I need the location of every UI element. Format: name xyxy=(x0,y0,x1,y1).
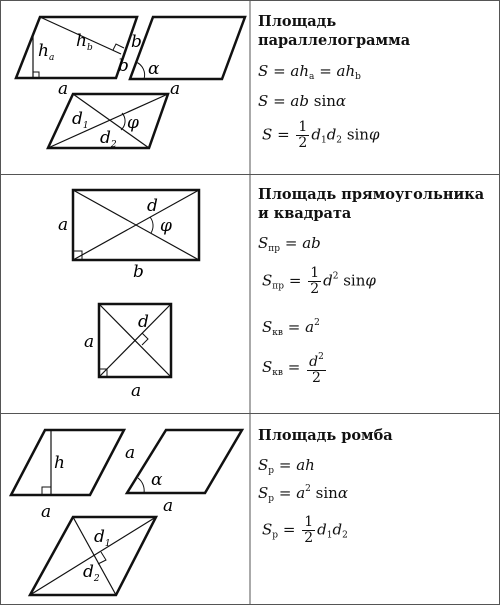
rhombus-height xyxy=(11,430,124,495)
rhombus-figures xyxy=(0,414,250,605)
section-title-parallelogram: Площадь параллелограмма xyxy=(258,13,411,49)
formula-square-1: $S_{кв} = a^2$ xyxy=(262,318,320,338)
formula-rhombus-3: $S_р$ = $\frac{1}{2}$ $d_1d_2$ xyxy=(262,514,348,546)
label-b-side: b xyxy=(118,56,129,76)
parallelogram-figures xyxy=(0,0,250,175)
label-a-base: a xyxy=(58,79,69,99)
label-d2: $d_2$ xyxy=(100,128,117,150)
formula-rect-2: $S_{пр}$ = $\frac{1}{2}$ $d^2$ sinφ xyxy=(262,265,376,297)
label-b-side-2: b xyxy=(131,32,142,52)
formula-parallelogram-1: $S = ah_a = ah_b$ xyxy=(258,62,361,82)
label-a-base-2: a xyxy=(170,79,181,99)
label-rhombus-alpha: α xyxy=(151,470,163,490)
formula-rhombus-2: $S_р = a^2$ sinα xyxy=(258,484,348,504)
label-rhombus-a-mid: a xyxy=(125,443,136,463)
rectangle-square-figures xyxy=(0,175,250,413)
section-title-rhombus: Площадь ромба xyxy=(258,427,393,444)
label-rect-d: d xyxy=(147,196,158,216)
formula-rect-1: $S_{пр}$ = ab xyxy=(258,234,321,254)
label-alpha: α xyxy=(148,59,160,79)
label-rect-b: b xyxy=(133,262,144,282)
label-rect-a: a xyxy=(58,215,69,235)
rhombus-angle xyxy=(127,430,242,493)
label-h-a: $h_a$ xyxy=(38,41,55,63)
formula-square-2: $S_{кв}$ = $\frac{d^2}{2}$ xyxy=(262,352,324,386)
label-d1: $d_1$ xyxy=(72,109,89,131)
label-rhombus-d1: $d_1$ xyxy=(94,527,111,549)
label-rhombus-a-right: a xyxy=(163,496,174,516)
section-title-rectangle-square: Площадь прямоугольника и квадрата xyxy=(258,186,485,222)
label-square-a-left: a xyxy=(84,332,95,352)
label-rect-phi: φ xyxy=(160,216,172,236)
formula-parallelogram-3: S = $\frac{1}{2}$ $d_1d_2$ sinφ xyxy=(262,119,380,151)
label-phi: φ xyxy=(127,113,139,133)
label-h-b: $h_b$ xyxy=(76,31,93,53)
label-rhombus-a-left: a xyxy=(41,502,52,522)
formula-parallelogram-2: S = ab sinα xyxy=(258,92,347,110)
label-square-a-bottom: a xyxy=(131,381,142,401)
label-square-d: d xyxy=(138,312,149,332)
label-rhombus-d2: $d_2$ xyxy=(83,562,100,584)
formula-rhombus-1: $S_р$ = ah xyxy=(258,456,315,476)
label-rhombus-h: h xyxy=(54,453,65,473)
